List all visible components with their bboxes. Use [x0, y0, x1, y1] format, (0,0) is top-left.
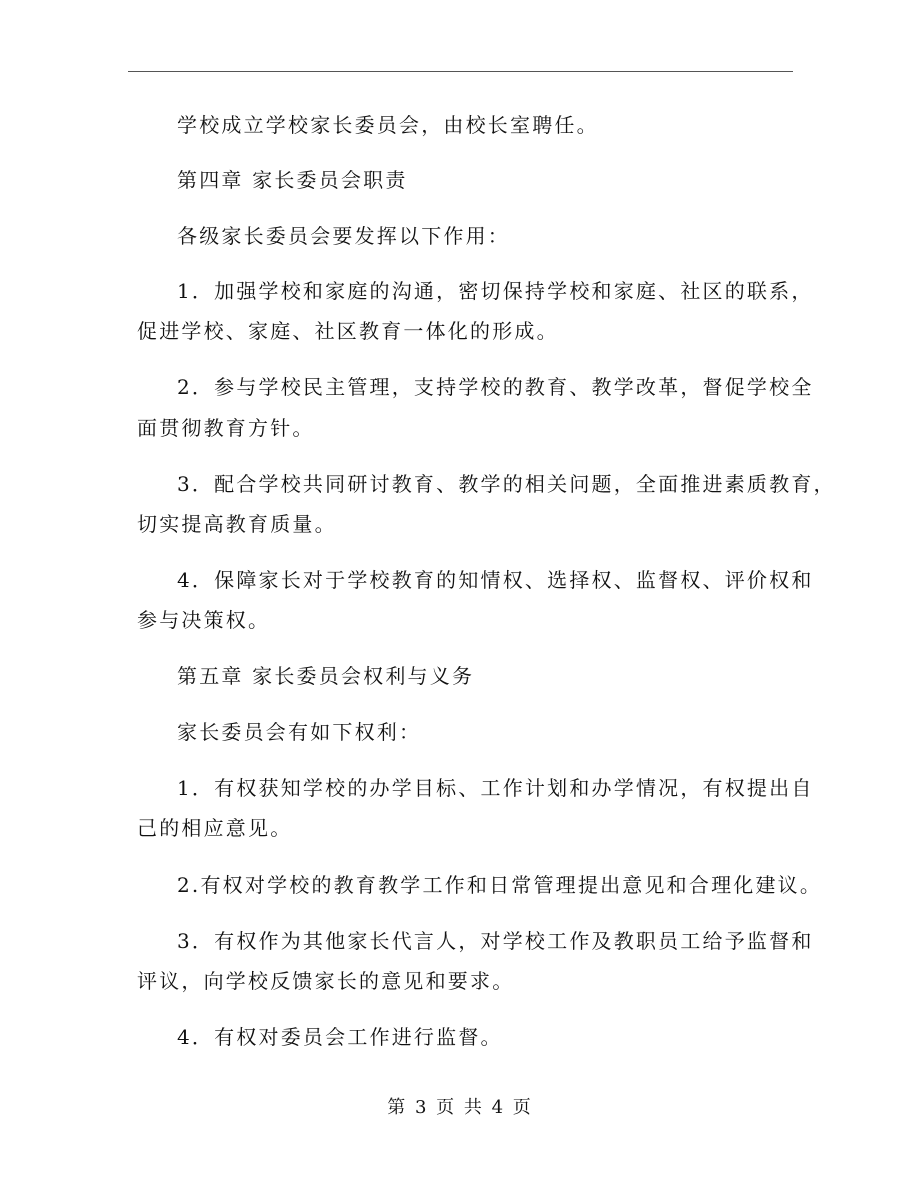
paragraph-line: 各级家长委员会要发挥以下作用： — [177, 224, 510, 248]
list-item-line: 2．参与学校民主管理，支持学校的教育、教学改革，督促学校全 — [177, 375, 814, 399]
list-item-line: 1．有权获知学校的办学目标、工作计划和办学情况，有权提出自 — [177, 776, 814, 800]
list-item-line: 切实提高教育质量。 — [137, 512, 337, 536]
chapter-heading: 第五章 家长委员会权利与义务 — [177, 664, 475, 688]
list-item-line: 1．加强学校和家庭的沟通，密切保持学校和家庭、社区的联系， — [177, 279, 814, 303]
list-item-line: 评议，向学校反馈家长的意见和要求。 — [137, 969, 515, 993]
paragraph-line: 学校成立学校家长委员会，由校长室聘任。 — [177, 113, 599, 137]
list-item-line: 4．保障家长对于学校教育的知情权、选择权、监督权、评价权和 — [177, 568, 814, 592]
paragraph-line: 家长委员会有如下权利： — [177, 720, 422, 744]
list-item-line: 3．配合学校共同研讨教育、教学的相关问题，全面推进素质教育， — [177, 472, 836, 496]
list-item-line: 4．有权对委员会工作进行监督。 — [177, 1025, 503, 1049]
list-item-line: 面贯彻教育方针。 — [137, 416, 315, 440]
chapter-heading: 第四章 家长委员会职责 — [177, 168, 408, 192]
header-rule — [128, 71, 793, 72]
page-number-footer: 第 3 页 共 4 页 — [387, 1097, 533, 1118]
list-item-line: 3．有权作为其他家长代言人，对学校工作及教职员工给予监督和 — [177, 929, 814, 953]
list-item-line: 促进学校、家庭、社区教育一体化的形成。 — [137, 319, 559, 343]
list-item-line: 2.有权对学校的教育教学工作和日常管理提出意见和合理化建议。 — [177, 873, 823, 897]
list-item-line: 己的相应意见。 — [137, 816, 293, 840]
list-item-line: 参与决策权。 — [137, 608, 271, 632]
